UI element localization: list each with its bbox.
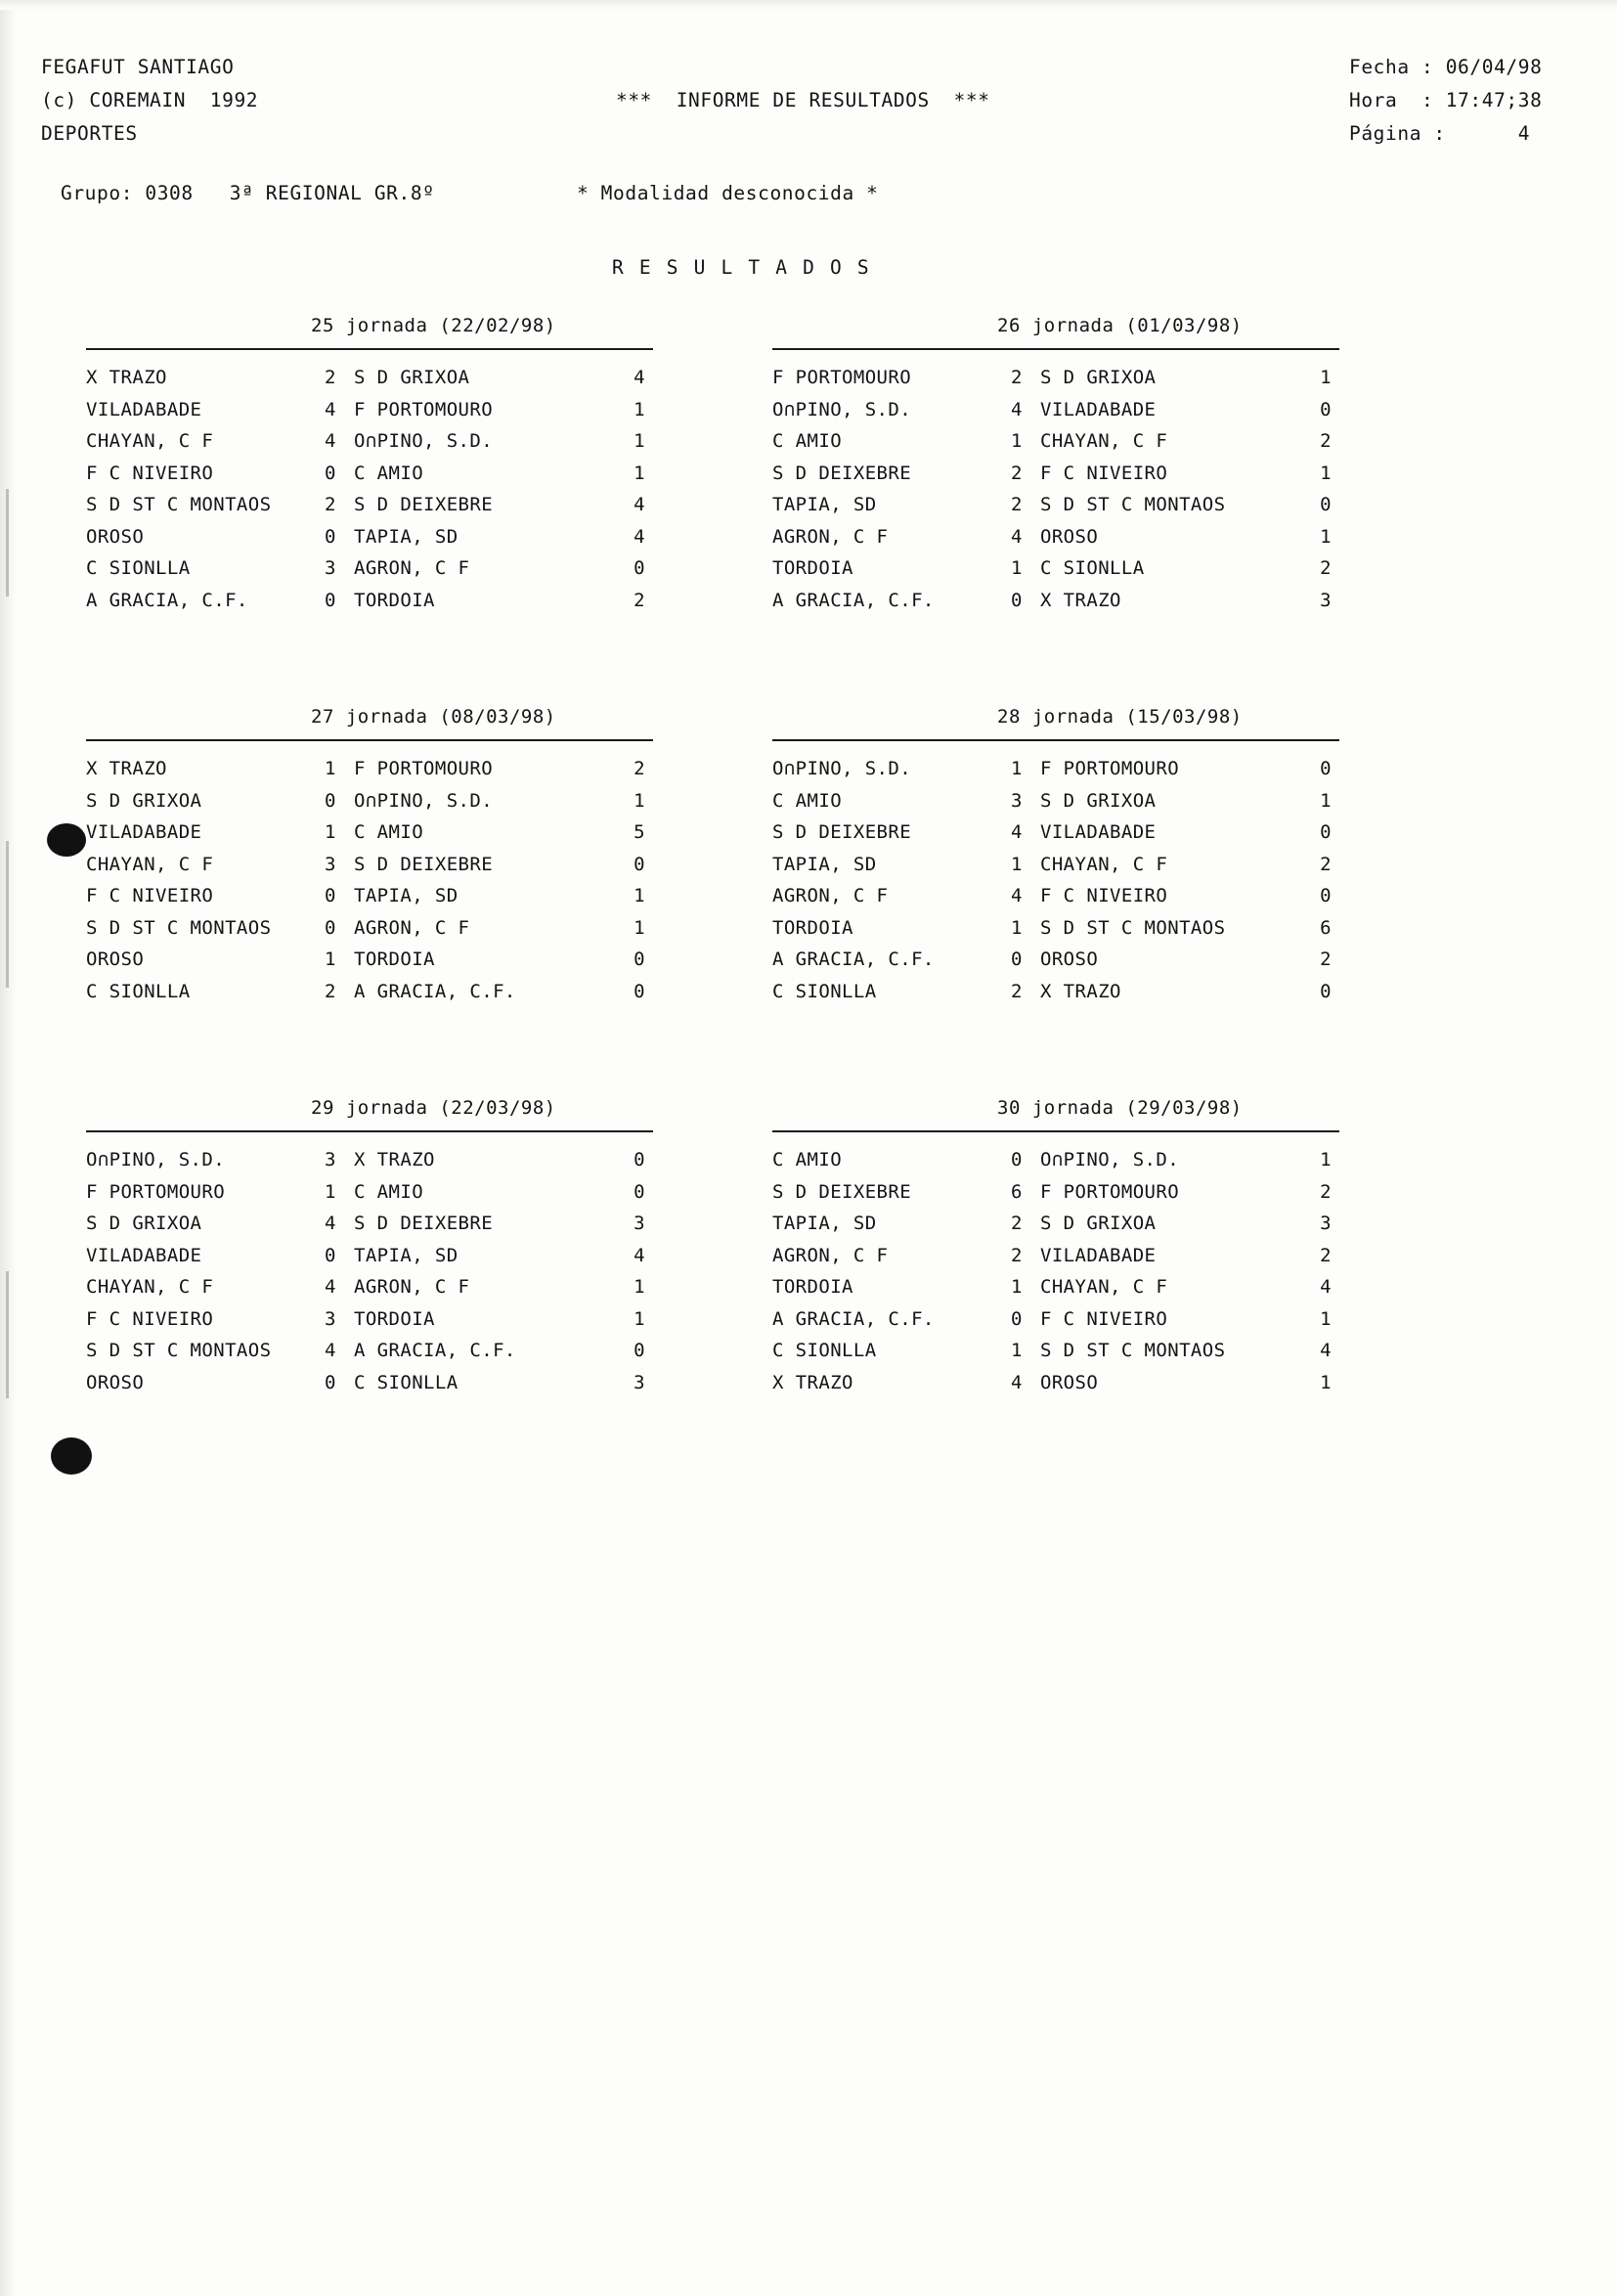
away-goals: 3 bbox=[1320, 589, 1332, 611]
away-team: C AMIO bbox=[354, 821, 424, 843]
away-goals: 0 bbox=[1320, 980, 1332, 1002]
away-team: TORDOIA bbox=[354, 1307, 435, 1330]
home-goals: 4 bbox=[1011, 885, 1023, 906]
away-team: F PORTOMOURO bbox=[1040, 758, 1180, 779]
match-row bbox=[772, 976, 1339, 1008]
match-row bbox=[86, 1367, 653, 1399]
match-row bbox=[772, 489, 1339, 521]
match-list bbox=[86, 753, 653, 1007]
match-row bbox=[772, 1303, 1339, 1336]
match-row bbox=[772, 785, 1339, 817]
home-goals: 0 bbox=[325, 525, 336, 548]
away-team: X TRAZO bbox=[1040, 589, 1121, 611]
away-team: X TRAZO bbox=[1040, 980, 1121, 1002]
home-team: TAPIA, SD bbox=[772, 494, 877, 515]
away-goals: 1 bbox=[1320, 1371, 1332, 1393]
match-row bbox=[772, 1271, 1339, 1303]
home-team: F PORTOMOURO bbox=[86, 1180, 226, 1203]
home-team: A GRACIA, C.F. bbox=[772, 589, 935, 611]
divider bbox=[772, 348, 1339, 350]
home-team: F C NIVEIRO bbox=[86, 885, 214, 906]
away-team: VILADABADE bbox=[1040, 1244, 1157, 1266]
match-row bbox=[86, 585, 653, 617]
home-team: TORDOIA bbox=[772, 916, 853, 939]
divider bbox=[86, 739, 653, 741]
match-row bbox=[772, 425, 1339, 458]
scan-artifact-dot bbox=[47, 823, 86, 857]
home-goals: 1 bbox=[1011, 758, 1023, 779]
home-team: VILADABADE bbox=[86, 821, 202, 843]
away-team: F PORTOMOURO bbox=[1040, 1180, 1180, 1203]
away-goals: 1 bbox=[1320, 462, 1332, 484]
home-goals: 0 bbox=[325, 462, 336, 484]
home-team: X TRAZO bbox=[86, 758, 167, 779]
away-team: X TRAZO bbox=[354, 1149, 435, 1170]
match-list bbox=[86, 362, 653, 616]
home-team: O∩PINO, S.D. bbox=[772, 398, 912, 420]
home-team: AGRON, C F bbox=[772, 525, 889, 548]
home-team: S D ST C MONTAOS bbox=[86, 1340, 272, 1361]
away-team: S D GRIXOA bbox=[1040, 1213, 1157, 1234]
match-row bbox=[86, 817, 653, 849]
home-goals: 3 bbox=[325, 1149, 336, 1170]
away-team: C AMIO bbox=[354, 462, 424, 484]
home-goals: 0 bbox=[1011, 1307, 1023, 1330]
jornada-block bbox=[86, 1097, 653, 1398]
home-goals: 2 bbox=[325, 367, 336, 388]
scan-edge-shadow-left bbox=[0, 0, 16, 2296]
away-team: O∩PINO, S.D. bbox=[354, 789, 494, 812]
home-team: CHAYAN, C F bbox=[86, 853, 214, 875]
away-team: S D ST C MONTAOS bbox=[1040, 1340, 1226, 1361]
match-row bbox=[772, 394, 1339, 426]
away-goals: 3 bbox=[634, 1371, 645, 1393]
home-goals: 0 bbox=[1011, 949, 1023, 970]
match-row bbox=[86, 1303, 653, 1336]
away-goals: 1 bbox=[1320, 1307, 1332, 1330]
home-goals: 1 bbox=[325, 949, 336, 970]
scan-tick-mark bbox=[6, 1271, 9, 1398]
home-team: O∩PINO, S.D. bbox=[86, 1149, 226, 1170]
home-team: CHAYAN, C F bbox=[86, 430, 214, 452]
match-row bbox=[772, 362, 1339, 394]
away-goals: 0 bbox=[634, 853, 645, 875]
home-team: S D ST C MONTAOS bbox=[86, 916, 272, 939]
scan-artifact-dot bbox=[51, 1437, 92, 1475]
home-goals: 2 bbox=[1011, 1213, 1023, 1234]
away-team: C SIONLLA bbox=[354, 1371, 459, 1393]
section-title: R E S U L T A D O S bbox=[612, 256, 871, 279]
away-goals: 1 bbox=[634, 789, 645, 812]
home-goals: 1 bbox=[325, 1180, 336, 1203]
away-goals: 4 bbox=[1320, 1276, 1332, 1298]
home-goals: 0 bbox=[325, 589, 336, 611]
away-goals: 2 bbox=[1320, 430, 1332, 452]
modalidad-note: * Modalidad desconocida * bbox=[577, 182, 879, 204]
home-team: S D GRIXOA bbox=[86, 789, 202, 812]
match-row bbox=[772, 1176, 1339, 1209]
home-team: VILADABADE bbox=[86, 398, 202, 420]
divider bbox=[86, 348, 653, 350]
away-team: VILADABADE bbox=[1040, 398, 1157, 420]
match-row bbox=[86, 394, 653, 426]
away-team: A GRACIA, C.F. bbox=[354, 1340, 516, 1361]
away-team: C SIONLLA bbox=[1040, 557, 1145, 579]
match-row bbox=[86, 1208, 653, 1240]
home-team: OROSO bbox=[86, 1371, 145, 1393]
home-team: C SIONLLA bbox=[86, 557, 191, 579]
away-team: O∩PINO, S.D. bbox=[354, 430, 494, 452]
match-row bbox=[772, 521, 1339, 553]
away-goals: 3 bbox=[1320, 1213, 1332, 1234]
home-team: TAPIA, SD bbox=[772, 853, 877, 875]
home-team: CHAYAN, C F bbox=[86, 1276, 214, 1298]
away-goals: 1 bbox=[1320, 367, 1332, 388]
away-goals: 4 bbox=[634, 525, 645, 548]
away-team: F C NIVEIRO bbox=[1040, 1307, 1168, 1330]
home-goals: 1 bbox=[325, 821, 336, 843]
report-copyright: (c) COREMAIN 1992 bbox=[41, 89, 259, 111]
home-goals: 0 bbox=[1011, 1149, 1023, 1170]
match-list bbox=[772, 362, 1339, 616]
home-team: TORDOIA bbox=[772, 1276, 853, 1298]
away-team: F C NIVEIRO bbox=[1040, 885, 1168, 906]
away-team: TAPIA, SD bbox=[354, 525, 459, 548]
home-goals: 2 bbox=[1011, 367, 1023, 388]
away-team: S D GRIXOA bbox=[354, 367, 470, 388]
home-goals: 0 bbox=[325, 916, 336, 939]
home-team: O∩PINO, S.D. bbox=[772, 758, 912, 779]
report-org-name: FEGAFUT SANTIAGO bbox=[41, 56, 235, 78]
match-row bbox=[86, 1271, 653, 1303]
report-date: Fecha : 06/04/98 bbox=[1349, 56, 1543, 78]
away-goals: 2 bbox=[1320, 1244, 1332, 1266]
home-team: A GRACIA, C.F. bbox=[772, 949, 935, 970]
away-team: S D ST C MONTAOS bbox=[1040, 916, 1226, 939]
away-goals: 1 bbox=[634, 398, 645, 420]
home-goals: 0 bbox=[325, 1371, 336, 1393]
jornada-block bbox=[86, 706, 653, 1007]
home-goals: 1 bbox=[1011, 1340, 1023, 1361]
report-department: DEPORTES bbox=[41, 122, 138, 145]
scan-edge-shadow-top bbox=[0, 0, 1617, 10]
away-team: AGRON, C F bbox=[354, 916, 470, 939]
away-goals: 4 bbox=[634, 1244, 645, 1266]
home-goals: 4 bbox=[325, 430, 336, 452]
jornada-heading: 28 jornada (15/03/98) bbox=[997, 706, 1243, 728]
home-team: TORDOIA bbox=[772, 557, 853, 579]
home-team: OROSO bbox=[86, 525, 145, 548]
home-goals: 4 bbox=[1011, 398, 1023, 420]
home-team: OROSO bbox=[86, 949, 145, 970]
home-goals: 2 bbox=[1011, 980, 1023, 1002]
away-team: AGRON, C F bbox=[354, 1276, 470, 1298]
away-goals: 6 bbox=[1320, 916, 1332, 939]
home-goals: 3 bbox=[325, 853, 336, 875]
match-row bbox=[86, 785, 653, 817]
away-goals: 1 bbox=[634, 462, 645, 484]
home-team: C AMIO bbox=[772, 1149, 843, 1170]
away-team: OROSO bbox=[1040, 949, 1099, 970]
match-row bbox=[772, 1367, 1339, 1399]
away-team: S D ST C MONTAOS bbox=[1040, 494, 1226, 515]
jornada-block bbox=[86, 315, 653, 616]
away-team: OROSO bbox=[1040, 1371, 1099, 1393]
home-team: F C NIVEIRO bbox=[86, 1307, 214, 1330]
away-team: OROSO bbox=[1040, 525, 1099, 548]
home-team: S D ST C MONTAOS bbox=[86, 494, 272, 515]
away-team: F PORTOMOURO bbox=[354, 398, 494, 420]
home-team: F C NIVEIRO bbox=[86, 462, 214, 484]
home-goals: 1 bbox=[1011, 557, 1023, 579]
away-goals: 0 bbox=[1320, 494, 1332, 515]
home-goals: 2 bbox=[1011, 1244, 1023, 1266]
away-team: VILADABADE bbox=[1040, 821, 1157, 843]
away-team: TAPIA, SD bbox=[354, 885, 459, 906]
match-row bbox=[86, 912, 653, 945]
away-goals: 0 bbox=[634, 1180, 645, 1203]
match-row bbox=[86, 362, 653, 394]
away-goals: 2 bbox=[1320, 949, 1332, 970]
away-goals: 0 bbox=[1320, 885, 1332, 906]
away-goals: 1 bbox=[634, 1276, 645, 1298]
scan-tick-mark bbox=[6, 841, 9, 988]
home-team: VILADABADE bbox=[86, 1244, 202, 1266]
home-team: AGRON, C F bbox=[772, 885, 889, 906]
away-goals: 1 bbox=[634, 916, 645, 939]
home-goals: 4 bbox=[325, 398, 336, 420]
away-goals: 0 bbox=[634, 557, 645, 579]
away-goals: 1 bbox=[1320, 525, 1332, 548]
home-goals: 4 bbox=[1011, 525, 1023, 548]
match-row bbox=[772, 849, 1339, 881]
home-goals: 4 bbox=[1011, 821, 1023, 843]
away-goals: 2 bbox=[634, 589, 645, 611]
match-list bbox=[772, 1144, 1339, 1398]
home-goals: 2 bbox=[325, 980, 336, 1002]
home-team: X TRAZO bbox=[772, 1371, 853, 1393]
home-goals: 4 bbox=[325, 1213, 336, 1234]
match-row bbox=[86, 521, 653, 553]
away-team: S D DEIXEBRE bbox=[354, 853, 494, 875]
match-row bbox=[86, 1144, 653, 1176]
jornada-heading: 29 jornada (22/03/98) bbox=[311, 1097, 556, 1119]
divider bbox=[86, 1130, 653, 1132]
home-goals: 2 bbox=[1011, 494, 1023, 515]
away-team: TORDOIA bbox=[354, 589, 435, 611]
home-team: AGRON, C F bbox=[772, 1244, 889, 1266]
away-goals: 1 bbox=[634, 1307, 645, 1330]
away-goals: 1 bbox=[634, 430, 645, 452]
report-time: Hora : 17:47;38 bbox=[1349, 89, 1543, 111]
away-goals: 0 bbox=[634, 980, 645, 1002]
match-row bbox=[772, 552, 1339, 585]
away-goals: 0 bbox=[634, 1340, 645, 1361]
away-goals: 2 bbox=[634, 758, 645, 779]
home-team: C AMIO bbox=[772, 789, 843, 812]
match-row bbox=[86, 425, 653, 458]
match-row bbox=[772, 753, 1339, 785]
away-goals: 0 bbox=[634, 949, 645, 970]
away-team: A GRACIA, C.F. bbox=[354, 980, 516, 1002]
home-team: A GRACIA, C.F. bbox=[86, 589, 248, 611]
match-row bbox=[772, 944, 1339, 976]
jornada-heading: 27 jornada (08/03/98) bbox=[311, 706, 556, 728]
away-goals: 3 bbox=[634, 1213, 645, 1234]
home-goals: 1 bbox=[1011, 430, 1023, 452]
away-team: S D DEIXEBRE bbox=[354, 494, 494, 515]
home-goals: 0 bbox=[325, 885, 336, 906]
away-team: TAPIA, SD bbox=[354, 1244, 459, 1266]
home-team: C AMIO bbox=[772, 430, 843, 452]
match-row bbox=[772, 1240, 1339, 1272]
jornada-heading: 30 jornada (29/03/98) bbox=[997, 1097, 1243, 1119]
match-row bbox=[86, 1176, 653, 1209]
match-row bbox=[86, 458, 653, 490]
home-goals: 1 bbox=[1011, 1276, 1023, 1298]
away-goals: 0 bbox=[1320, 398, 1332, 420]
home-goals: 3 bbox=[325, 557, 336, 579]
away-team: CHAYAN, C F bbox=[1040, 853, 1168, 875]
away-team: O∩PINO, S.D. bbox=[1040, 1149, 1180, 1170]
match-list bbox=[86, 1144, 653, 1398]
away-goals: 5 bbox=[634, 821, 645, 843]
away-goals: 2 bbox=[1320, 557, 1332, 579]
match-row bbox=[86, 552, 653, 585]
home-goals: 2 bbox=[1011, 462, 1023, 484]
home-goals: 3 bbox=[325, 1307, 336, 1330]
home-goals: 6 bbox=[1011, 1180, 1023, 1203]
home-team: S D GRIXOA bbox=[86, 1213, 202, 1234]
away-goals: 0 bbox=[1320, 758, 1332, 779]
match-row bbox=[86, 944, 653, 976]
scan-tick-mark bbox=[6, 489, 9, 596]
away-goals: 1 bbox=[1320, 1149, 1332, 1170]
home-team: A GRACIA, C.F. bbox=[772, 1307, 935, 1330]
match-row bbox=[772, 585, 1339, 617]
home-goals: 1 bbox=[325, 758, 336, 779]
jornada-block bbox=[772, 315, 1339, 616]
match-row bbox=[86, 976, 653, 1008]
away-team: CHAYAN, C F bbox=[1040, 430, 1168, 452]
home-goals: 0 bbox=[325, 1244, 336, 1266]
match-row bbox=[772, 458, 1339, 490]
home-team: X TRAZO bbox=[86, 367, 167, 388]
home-team: F PORTOMOURO bbox=[772, 367, 912, 388]
away-team: S D GRIXOA bbox=[1040, 367, 1157, 388]
divider bbox=[772, 1130, 1339, 1132]
home-team: C SIONLLA bbox=[772, 980, 877, 1002]
away-team: AGRON, C F bbox=[354, 557, 470, 579]
away-goals: 1 bbox=[1320, 789, 1332, 812]
match-row bbox=[86, 849, 653, 881]
jornada-block bbox=[772, 1097, 1339, 1398]
home-team: S D DEIXEBRE bbox=[772, 821, 912, 843]
home-goals: 3 bbox=[1011, 789, 1023, 812]
home-goals: 4 bbox=[325, 1276, 336, 1298]
match-row bbox=[772, 880, 1339, 912]
match-row bbox=[772, 1208, 1339, 1240]
away-team: C AMIO bbox=[354, 1180, 424, 1203]
away-team: CHAYAN, C F bbox=[1040, 1276, 1168, 1298]
match-row bbox=[86, 753, 653, 785]
away-team: S D GRIXOA bbox=[1040, 789, 1157, 812]
home-goals: 2 bbox=[325, 494, 336, 515]
jornada-block bbox=[772, 706, 1339, 1007]
match-row bbox=[86, 880, 653, 912]
away-goals: 4 bbox=[634, 494, 645, 515]
jornada-heading: 26 jornada (01/03/98) bbox=[997, 315, 1243, 336]
home-goals: 0 bbox=[325, 789, 336, 812]
away-goals: 4 bbox=[1320, 1340, 1332, 1361]
away-goals: 0 bbox=[634, 1149, 645, 1170]
match-row bbox=[772, 1144, 1339, 1176]
jornada-heading: 25 jornada (22/02/98) bbox=[311, 315, 556, 336]
match-row bbox=[86, 1335, 653, 1367]
home-goals: 0 bbox=[1011, 589, 1023, 611]
match-row bbox=[772, 912, 1339, 945]
home-team: S D DEIXEBRE bbox=[772, 462, 912, 484]
match-row bbox=[86, 1240, 653, 1272]
home-goals: 4 bbox=[1011, 1371, 1023, 1393]
home-goals: 4 bbox=[325, 1340, 336, 1361]
away-goals: 4 bbox=[634, 367, 645, 388]
away-team: F PORTOMOURO bbox=[354, 758, 494, 779]
match-list bbox=[772, 753, 1339, 1007]
match-row bbox=[772, 817, 1339, 849]
home-team: C SIONLLA bbox=[86, 980, 191, 1002]
group-line: Grupo: 0308 3ª REGIONAL GR.8º bbox=[61, 182, 435, 204]
divider bbox=[772, 739, 1339, 741]
home-goals: 1 bbox=[1011, 853, 1023, 875]
away-goals: 0 bbox=[1320, 821, 1332, 843]
match-row bbox=[86, 489, 653, 521]
report-title: *** INFORME DE RESULTADOS *** bbox=[616, 89, 990, 111]
home-team: S D DEIXEBRE bbox=[772, 1180, 912, 1203]
report-page-number: Página : 4 bbox=[1349, 122, 1531, 145]
away-team: S D DEIXEBRE bbox=[354, 1213, 494, 1234]
away-team: F C NIVEIRO bbox=[1040, 462, 1168, 484]
away-team: TORDOIA bbox=[354, 949, 435, 970]
away-goals: 2 bbox=[1320, 1180, 1332, 1203]
home-team: C SIONLLA bbox=[772, 1340, 877, 1361]
away-goals: 1 bbox=[634, 885, 645, 906]
match-row bbox=[772, 1335, 1339, 1367]
home-goals: 1 bbox=[1011, 916, 1023, 939]
away-goals: 2 bbox=[1320, 853, 1332, 875]
home-team: TAPIA, SD bbox=[772, 1213, 877, 1234]
